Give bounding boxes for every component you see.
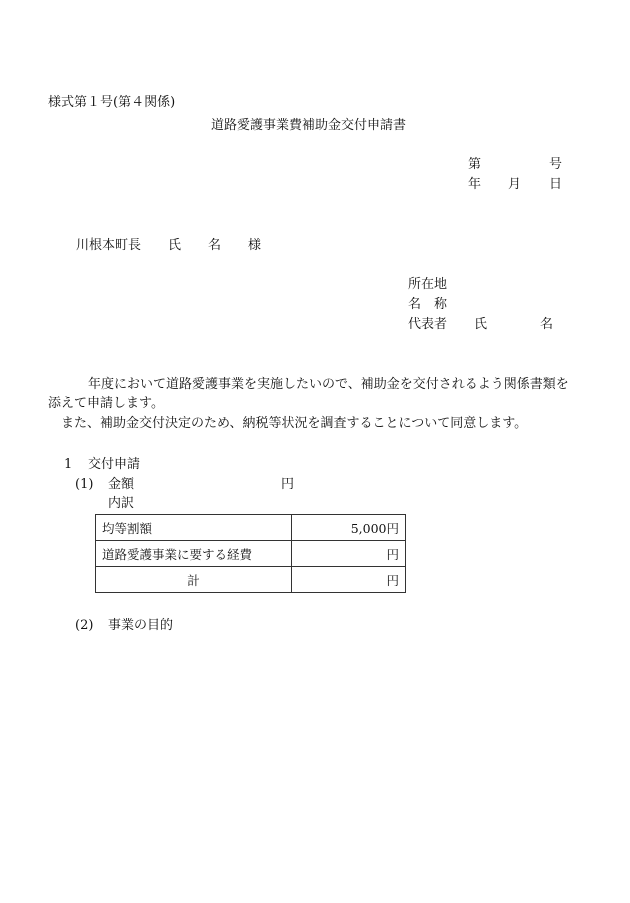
addressee-mei: 名 bbox=[208, 238, 222, 253]
item1-number: (1) bbox=[75, 477, 94, 492]
item2-number: (2) bbox=[75, 618, 94, 633]
applicant-rep-label: 代表者 bbox=[408, 317, 448, 332]
applicant-name-label-2: 称 bbox=[434, 297, 448, 312]
date-month: 月 bbox=[508, 177, 522, 192]
table-row bbox=[96, 541, 406, 567]
section1-number: 1 bbox=[64, 457, 73, 472]
purpose-label: 事業の目的 bbox=[108, 618, 174, 633]
breakdown-table bbox=[95, 514, 406, 593]
applicant-rep-shi: 氏 bbox=[474, 317, 488, 332]
document-title: 道路愛護事業費補助金交付申請書 bbox=[211, 118, 407, 133]
total-amount: 円 bbox=[292, 567, 406, 593]
table-row bbox=[96, 567, 406, 593]
form-number: 様式第１号(第４関係) bbox=[48, 95, 176, 110]
body-line-2: 添えて申請します。 bbox=[48, 396, 164, 411]
amount-unit: 円 bbox=[281, 477, 295, 492]
row-amount: 円 bbox=[292, 541, 406, 567]
row-label: 均等割額 bbox=[96, 515, 292, 541]
date-day: 日 bbox=[549, 177, 563, 192]
applicant-rep-mei: 名 bbox=[540, 317, 554, 332]
total-label: 計 bbox=[96, 567, 292, 593]
section1-heading: 交付申請 bbox=[88, 457, 141, 472]
doc-number-prefix: 第 bbox=[468, 157, 482, 172]
applicant-address-label: 所在地 bbox=[408, 277, 448, 292]
row-label: 道路愛護事業に要する経費 bbox=[96, 541, 292, 567]
doc-number-suffix: 号 bbox=[549, 157, 563, 172]
row-amount: 5,000円 bbox=[292, 515, 406, 541]
amount-label: 金額 bbox=[108, 477, 135, 492]
addressee-sama: 様 bbox=[248, 238, 262, 253]
date-year: 年 bbox=[468, 177, 482, 192]
table-row bbox=[96, 515, 406, 541]
applicant-name-label-1: 名 bbox=[408, 297, 422, 312]
body-line-3: また、補助金交付決定のため、納税等状況を調査することについて同意します。 bbox=[61, 416, 528, 431]
body-line-1: 年度において道路愛護事業を実施したいので、補助金を交付されるよう関係書類を bbox=[88, 377, 569, 392]
addressee-office: 川根本町長 bbox=[76, 238, 142, 253]
breakdown-label: 内訳 bbox=[108, 496, 135, 511]
addressee-shi: 氏 bbox=[168, 238, 182, 253]
